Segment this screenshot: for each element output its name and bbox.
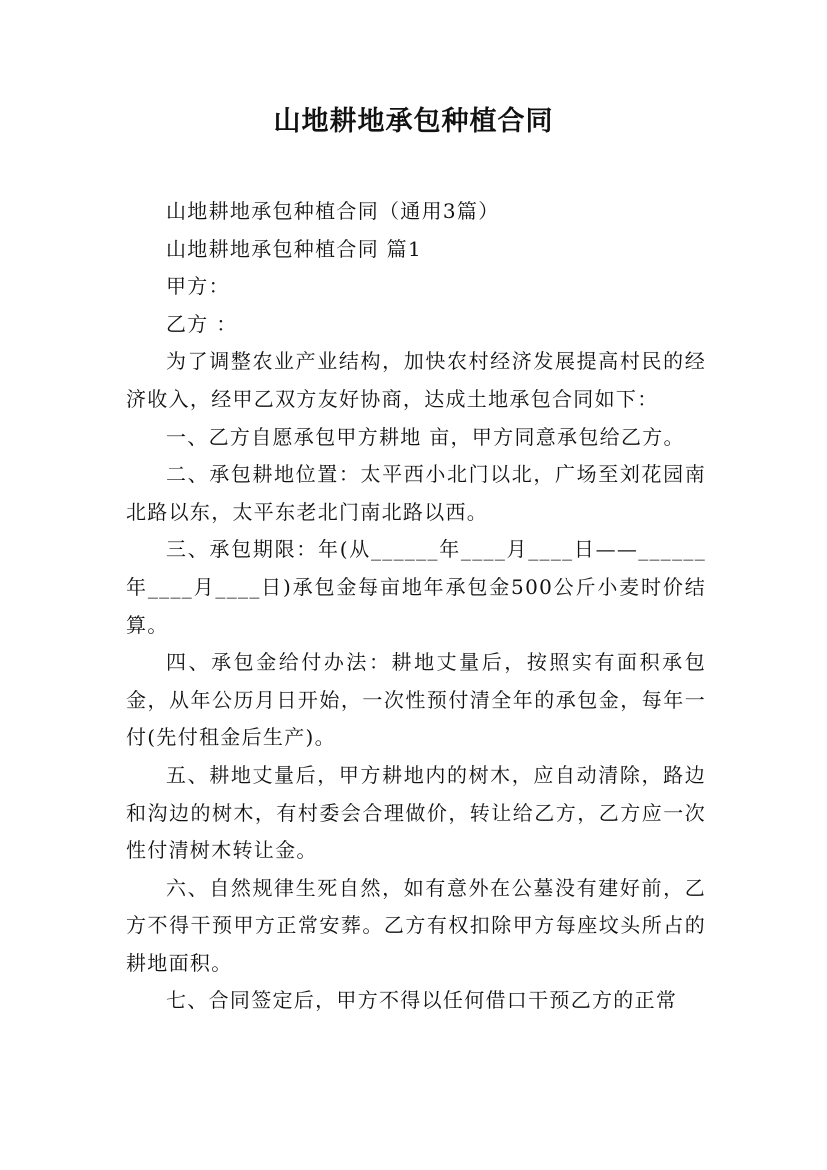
section-heading: 山地耕地承包种植合同 篇1 [166, 236, 422, 261]
party-a-line: 甲方： [166, 274, 230, 299]
document-body [126, 193, 706, 1020]
clause-3: 三、承包期限：年(从______年____月____日——______年____月____日)承包金每亩地年承包金500公斤小麦时价结算。 [126, 537, 706, 637]
clause-4: 四、承包金给付办法：耕地丈量后，按照实有面积承包金，从年公历月日开始，一次性预付清全年的承包金，每年一付(先付租金后生产)。 [126, 650, 706, 750]
clause-7: 七、合同签定后，甲方不得以任何借口干预乙方的正常 [166, 988, 678, 1013]
preamble-paragraph: 为了调整农业产业结构，加快农村经济发展提高村民的经济收入，经甲乙双方友好协商，达成土地承包合同如下： [126, 349, 706, 411]
subtitle-paragraph: 山地耕地承包种植合同（通用3篇） [166, 199, 500, 223]
clause-6: 六、自然规律生死自然，如有意外在公墓没有建好前，乙方不得干预甲方正常安葬。乙方有权扣除甲方每座坟头所占的耕地面积。 [126, 875, 706, 975]
clause-5: 五、耕地丈量后，甲方耕地内的树木，应自动清除，路边和沟边的树木，有村委会合理做价，转让给乙方，乙方应一次性付清树木转让金。 [126, 762, 706, 863]
party-b-line: 乙方 ： [166, 311, 238, 336]
clause-1: 一、乙方自愿承包甲方耕地 亩，甲方同意承包给乙方。 [166, 424, 685, 449]
document-title: 山地耕地承包种植合同 [273, 106, 554, 137]
clause-2: 二、承包耕地位置：太平西小北门以北，广场至刘花园南北路以东，太平东老北门南北路以西。 [126, 462, 706, 524]
